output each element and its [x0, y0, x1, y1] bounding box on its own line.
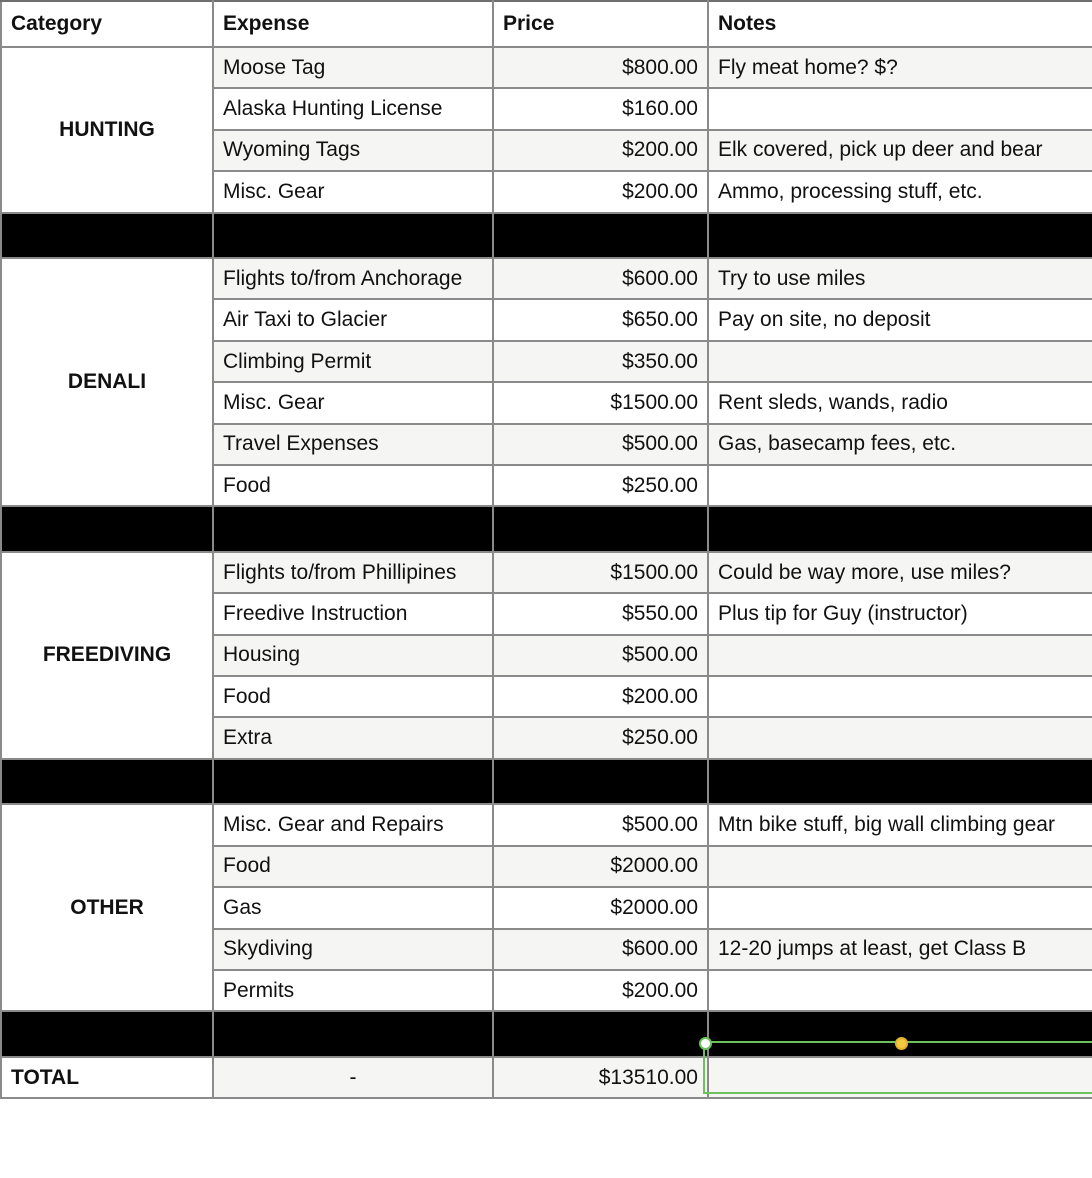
expense-cell[interactable]: Skydiving — [213, 929, 493, 970]
total-row — [1, 1057, 1092, 1098]
separator-cell[interactable] — [213, 759, 493, 805]
expense-cell[interactable]: Wyoming Tags — [213, 130, 493, 171]
table-row — [1, 258, 1092, 299]
notes-cell[interactable] — [708, 88, 1092, 129]
notes-cell[interactable]: Gas, basecamp fees, etc. — [708, 424, 1092, 465]
separator-cell[interactable] — [493, 759, 708, 805]
price-cell[interactable]: $350.00 — [493, 341, 708, 382]
header-notes[interactable]: Notes — [708, 1, 1092, 47]
category-cell[interactable]: OTHER — [1, 804, 213, 1011]
separator-cell[interactable] — [1, 506, 213, 552]
price-cell[interactable]: $650.00 — [493, 299, 708, 340]
price-cell[interactable]: $550.00 — [493, 593, 708, 634]
notes-cell[interactable] — [708, 717, 1092, 758]
expense-cell[interactable]: Extra — [213, 717, 493, 758]
separator-row — [1, 759, 1092, 805]
notes-cell[interactable] — [708, 341, 1092, 382]
expense-cell[interactable]: Travel Expenses — [213, 424, 493, 465]
table-row — [1, 47, 1092, 88]
notes-cell[interactable]: Try to use miles — [708, 258, 1092, 299]
separator-row — [1, 1011, 1092, 1057]
separator-row — [1, 213, 1092, 259]
notes-cell[interactable] — [708, 676, 1092, 717]
price-cell[interactable]: $200.00 — [493, 171, 708, 212]
notes-cell[interactable] — [708, 887, 1092, 928]
price-cell[interactable]: $160.00 — [493, 88, 708, 129]
notes-cell[interactable] — [708, 970, 1092, 1011]
separator-cell[interactable] — [708, 759, 1092, 805]
separator-cell[interactable] — [1, 1011, 213, 1057]
price-cell[interactable]: $200.00 — [493, 970, 708, 1011]
total-notes-cell[interactable] — [708, 1057, 1092, 1098]
header-category[interactable]: Category — [1, 1, 213, 47]
notes-cell[interactable] — [708, 846, 1092, 887]
table-row — [1, 552, 1092, 593]
price-cell[interactable]: $500.00 — [493, 635, 708, 676]
table-row — [1, 804, 1092, 845]
notes-cell[interactable]: Rent sleds, wands, radio — [708, 382, 1092, 423]
expense-cell[interactable]: Gas — [213, 887, 493, 928]
notes-cell[interactable] — [708, 635, 1092, 676]
expense-cell[interactable]: Misc. Gear — [213, 382, 493, 423]
separator-cell[interactable] — [1, 213, 213, 259]
separator-cell[interactable] — [213, 213, 493, 259]
separator-cell[interactable] — [1, 759, 213, 805]
expense-cell[interactable]: Permits — [213, 970, 493, 1011]
separator-row — [1, 506, 1092, 552]
header-expense[interactable]: Expense — [213, 1, 493, 47]
expense-cell[interactable]: Freedive Instruction — [213, 593, 493, 634]
separator-cell[interactable] — [493, 1011, 708, 1057]
notes-cell[interactable]: Mtn bike stuff, big wall climbing gear — [708, 804, 1092, 845]
separator-cell[interactable] — [493, 506, 708, 552]
price-cell[interactable]: $800.00 — [493, 47, 708, 88]
expense-cell[interactable]: Housing — [213, 635, 493, 676]
price-cell[interactable]: $200.00 — [493, 676, 708, 717]
expense-cell[interactable]: Air Taxi to Glacier — [213, 299, 493, 340]
price-cell[interactable]: $200.00 — [493, 130, 708, 171]
expense-cell[interactable]: Flights to/from Anchorage — [213, 258, 493, 299]
notes-cell[interactable]: Ammo, processing stuff, etc. — [708, 171, 1092, 212]
total-expense-cell[interactable]: - — [213, 1057, 493, 1098]
notes-cell[interactable]: Plus tip for Guy (instructor) — [708, 593, 1092, 634]
price-cell[interactable]: $500.00 — [493, 424, 708, 465]
price-cell[interactable]: $1500.00 — [493, 552, 708, 593]
category-cell[interactable]: DENALI — [1, 258, 213, 506]
notes-cell[interactable] — [708, 465, 1092, 506]
notes-cell[interactable]: Fly meat home? $? — [708, 47, 1092, 88]
expense-cell[interactable]: Food — [213, 465, 493, 506]
separator-cell[interactable] — [708, 213, 1092, 259]
expense-cell[interactable]: Misc. Gear and Repairs — [213, 804, 493, 845]
price-cell[interactable]: $2000.00 — [493, 887, 708, 928]
expense-cell[interactable]: Flights to/from Phillipines — [213, 552, 493, 593]
price-cell[interactable]: $250.00 — [493, 717, 708, 758]
notes-cell[interactable]: Pay on site, no deposit — [708, 299, 1092, 340]
expense-cell[interactable]: Food — [213, 846, 493, 887]
notes-cell[interactable]: 12-20 jumps at least, get Class B — [708, 929, 1092, 970]
price-cell[interactable]: $1500.00 — [493, 382, 708, 423]
separator-cell[interactable] — [213, 506, 493, 552]
total-price-cell[interactable]: $13510.00 — [493, 1057, 708, 1098]
header-row — [1, 1, 1092, 47]
separator-cell[interactable] — [493, 213, 708, 259]
category-cell[interactable]: FREEDIVING — [1, 552, 213, 759]
expense-cell[interactable]: Misc. Gear — [213, 171, 493, 212]
price-cell[interactable]: $2000.00 — [493, 846, 708, 887]
notes-cell[interactable]: Could be way more, use miles? — [708, 552, 1092, 593]
expense-cell[interactable]: Climbing Permit — [213, 341, 493, 382]
price-cell[interactable]: $500.00 — [493, 804, 708, 845]
separator-cell[interactable] — [213, 1011, 493, 1057]
category-cell[interactable]: HUNTING — [1, 47, 213, 213]
table-body — [1, 47, 1092, 1098]
total-label[interactable]: TOTAL — [1, 1057, 213, 1098]
price-cell[interactable]: $600.00 — [493, 929, 708, 970]
separator-cell[interactable] — [708, 506, 1092, 552]
separator-cell[interactable] — [708, 1011, 1092, 1057]
price-cell[interactable]: $250.00 — [493, 465, 708, 506]
header-price[interactable]: Price — [493, 1, 708, 47]
expense-cell[interactable]: Alaska Hunting License — [213, 88, 493, 129]
notes-cell[interactable]: Elk covered, pick up deer and bear — [708, 130, 1092, 171]
expense-cell[interactable]: Moose Tag — [213, 47, 493, 88]
expense-cell[interactable]: Food — [213, 676, 493, 717]
price-cell[interactable]: $600.00 — [493, 258, 708, 299]
